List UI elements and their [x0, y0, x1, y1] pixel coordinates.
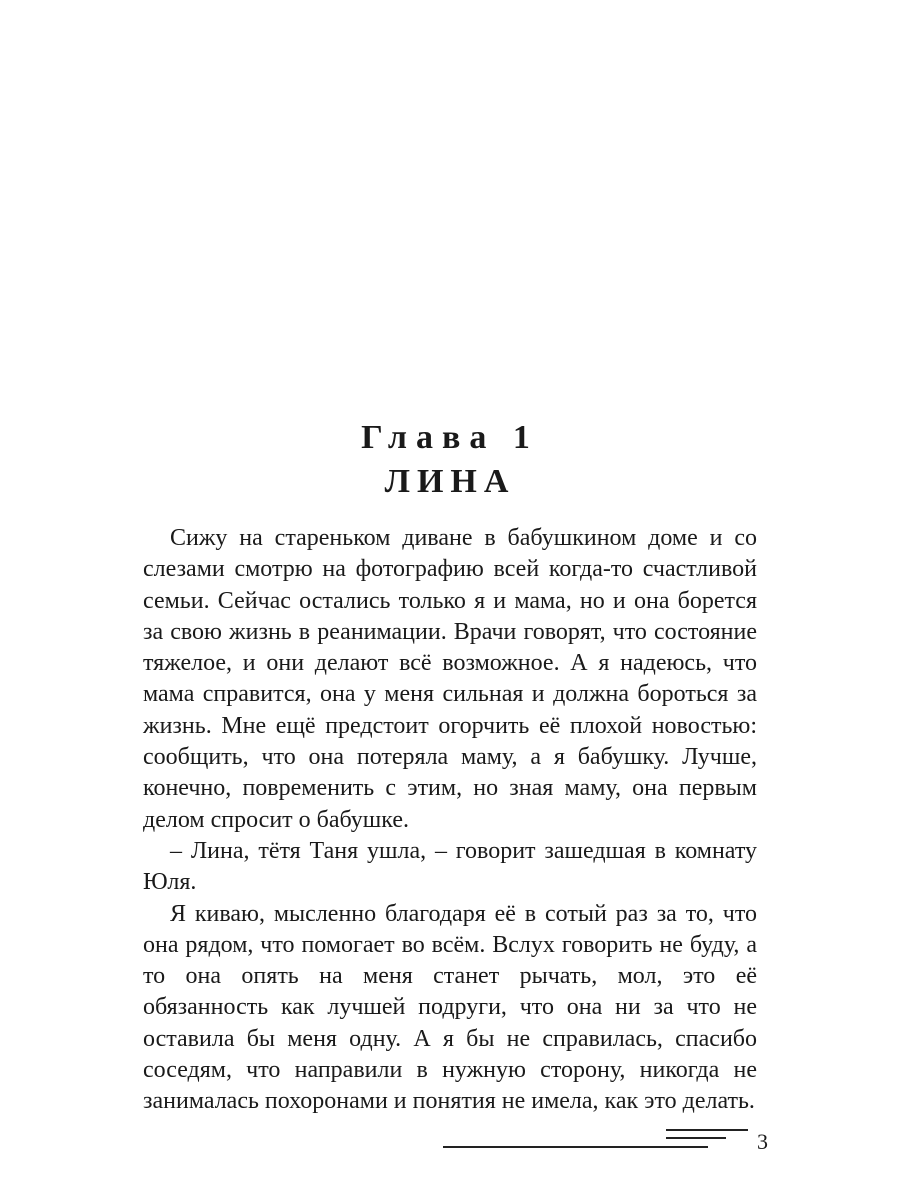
paragraph: Я киваю, мысленно благодаря её в сотый раз за то, что она рядом, что помогает во всём. Вслух говорить не буду, а то она опять на меня станет рычать, мол, это её обязанность как лучшей подруги, что она ни за что не оставила бы меня одну. А я бы не справилась, спасибо соседям, что направили в нужную сторону, никогда не занималась похоронами и понятия не имела, как это делать.	[143, 900, 757, 1115]
chapter-heading	[0, 418, 900, 502]
footer-rule-short-top	[666, 1129, 748, 1131]
paragraph: – Лина, тётя Таня ушла, – говорит зашедшая в комнату Юля.	[143, 837, 757, 896]
paragraph: Сижу на стареньком диване в бабушкином доме и со слезами смотрю на фотографию всей когда-то счастливой семьи. Сейчас остались только я и мама, но и она борется за свою жизнь в реанимации. Врачи говорят, что состояние тяжелое, и они делают всё возможное. А я надеюсь, что мама справится, она у меня сильная и должна бороться за жизнь. Мне ещё предстоит огорчить её плохой новостью: сообщить, что она потеряла маму, а я бабушку. Лучше, конечно, повременить с этим, но зная маму, она первым делом спросит о бабушке.	[143, 525, 757, 833]
body-text	[143, 523, 757, 1118]
chapter-label: Глава 1	[361, 419, 539, 456]
chapter-title: ЛИНА	[384, 463, 516, 500]
footer-rule-long	[443, 1146, 708, 1148]
page-number: 3	[757, 1129, 768, 1154]
footer-rule-short-middle	[666, 1137, 726, 1139]
